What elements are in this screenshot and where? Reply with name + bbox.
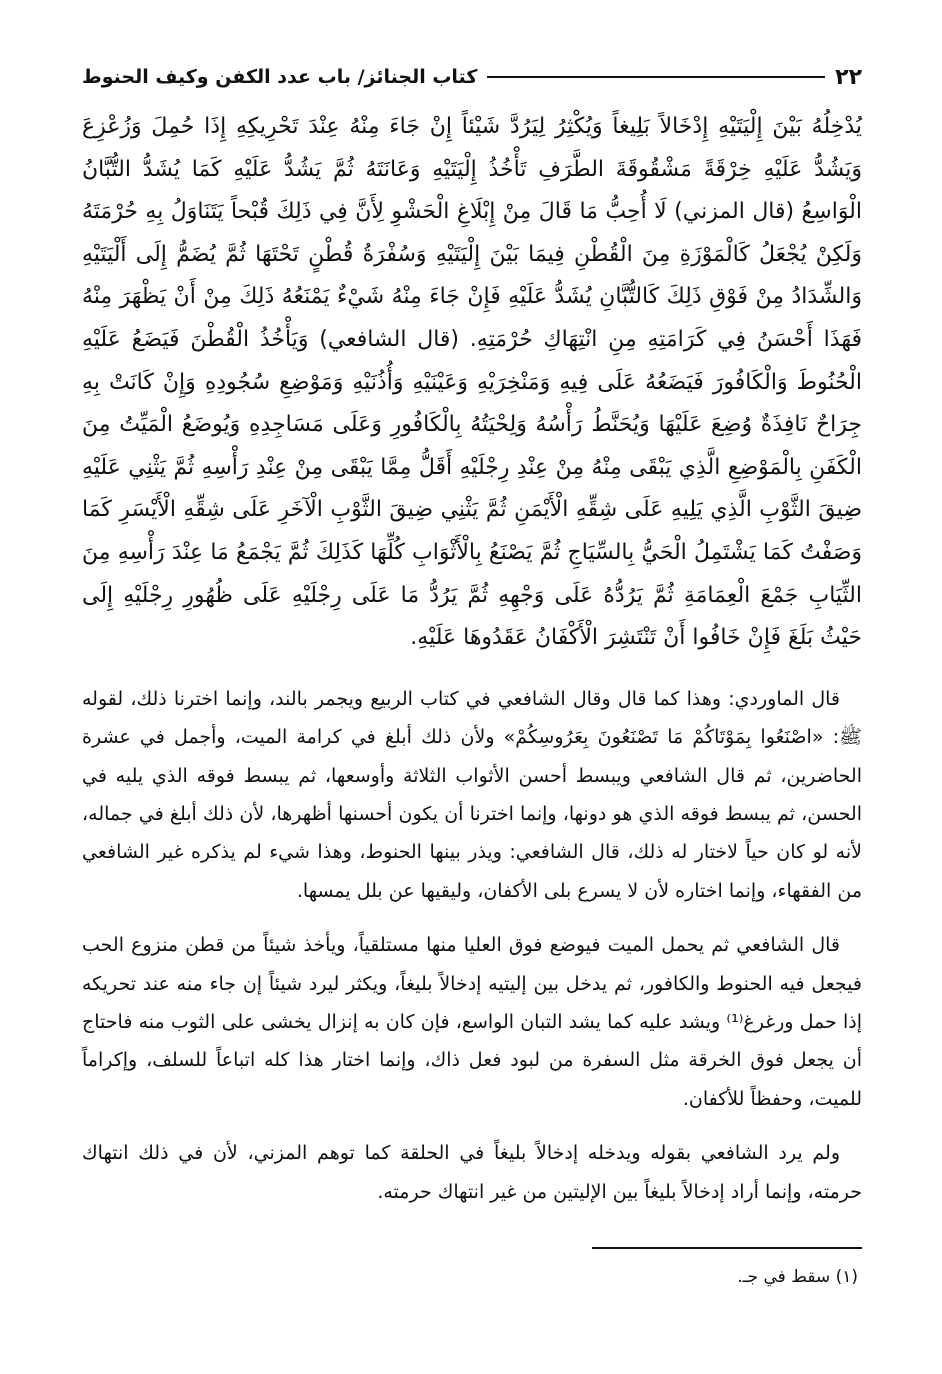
chapter-title: كتاب الجنائز/ باب عدد الكفن وكيف الحنوط bbox=[82, 66, 478, 88]
commentary-paragraph: قال الماوردي: وهذا كما قال وقال الشافعي في كتاب الربيع ويجمر بالند، وإنما اخترنا ذلك، لقوله ﷺ: «اصْنَعُوا بِمَوْتَاكُمْ مَا تَصْنَعُونَ بِعَرُوسِكُمْ» ولأن ذلك أبلغ في كرامة الميت، وأجمل في عشرة الحاضرين، ثم قال الشافعي ويبسط أحسن الأثواب الثلاثة وأوسعها، ثم يبسط فوقه الذي يليه في الحسن، ثم يبسط فوقه الذي هو دونها، وإنما اخترنا أن يكون أحسنها أظهرها، لأن ذلك أبلغ في جماله، لأنه لو كان حياً لاختار له ذلك، قال الشافعي: ويذر بينها الحنوط، وهذا شيء لم يذكره غير الشافعي من الفقهاء، وإنما اختاره لأن لا يسرع بلى الأكفان، وليقيها عن بلل يمسها. bbox=[82, 687, 862, 902]
commentary-paragraph: ولم يرد الشافعي بقوله ويدخله إدخالاً بليغاً في الحلقة كما توهم المزني، لأن في ذلك انتهاك حرمته، وإنما أراد إدخالاً بليغاً بين الإليتين من غير انتهاك حرمته. bbox=[82, 1142, 862, 1203]
header-rule bbox=[487, 76, 825, 78]
main-text-paragraph: يُدْخِلُهُ بَيْنَ إِلْيَتَيْهِ إِدْخَالاً بَلِيغاً وَيُكْثِرُ لِيَرُدَّ شَيْئاً إِنْ جَاءَ مِنْهُ عِنْدَ تَحْرِيكِهِ إِذَا حُمِلَ وَزُعْزِعَ وَيَشُدُّ عَلَيْهِ خِرْقَةً مَشْقُوقَةَ الطَّرَفِ تَأْخُذُ إِلْيَتَيْهِ وَعَانَتَهُ ثُمَّ يَشُدُّ عَلَيْهِ كَمَا يُشَدُّ التُّبَّانُ الْوَاسِعُ (قال المزني) لَا أُحِبُّ مَا قَالَ مِنْ إِبْلَاغِ الْحَشْوِ لِأَنَّ فِي ذَلِكَ قُبْحاً يَتَنَاوَلُ بِهِ حُرْمَتَهُ وَلَكِنْ يُجْعَلُ كَالْمَوْزَةِ مِنَ الْقُطْنِ فِيمَا بَيْنَ إِلْيَتَيْهِ وَسُفْرَةُ قُطْنٍ تَحْتَهَا ثُمَّ يُضَمُّ إِلَى أَلْيَتَيْهِ وَالشِّدَادُ مِنْ فَوْقِ ذَلِكَ كَالتُّبَّانِ يُشَدُّ عَلَيْهِ فَإِنْ جَاءَ مِنْهُ شَيْءٌ يَمْنَعُهُ ذَلِكَ مِنْ أَنْ يَظْهَرَ مِنْهُ فَهَذَا أَحْسَنُ فِي كَرَامَتِهِ مِنِ انْتِهَاكِ حُرْمَتِهِ. (قال الشافعي) وَيَأْخُذُ الْقُطْنَ فَيَضَعُ عَلَيْهِ الْحُنُوطَ وَالْكَافُورَ فَيَضَعُهُ عَلَى فِيهِ وَمَنْخِرَيْهِ وَعَيْنَيْهِ وَأُذُنَيْهِ وَمَوْضِعِ سُجُودِهِ وَإِنْ كَانَتْ بِهِ جِرَاحٌ نَافِذَةٌ وُضِعَ عَلَيْهَا وَيُحَنَّطُ رَأْسُهُ وَلِحْيَتُهُ بِالْكَافُورِ وَعَلَى مَسَاجِدِهِ وَيُوضَعُ الْمَيِّتُ مِنَ الْكَفَنِ بِالْمَوْضِعِ الَّذِي يَبْقَى مِنْهُ مِنْ عِنْدِ رِجْلَيْهِ أَقَلُّ مِمَّا يَبْقَى مِنْ عِنْدِ رَأْسِهِ ثُمَّ يَثْنِي عَلَيْهِ ضِيقَ الثَّوْبِ الَّذِي يَلِيهِ عَلَى شِقِّهِ الْأَيْمَنِ ثُمَّ يَثْنِي ضِيقَ الثَّوْبِ الْآخَرِ عَلَى شِقِّهِ الْأَيْسَرِ كَمَا وَصَفْتُ كَمَا يَشْتَمِلُ الْحَيُّ بِالسِّيَاجِ ثُمَّ يَصْنَعُ بِالْأَثْوَابِ كُلِّهَا كَذَلِكَ ثُمَّ يَجْمَعُ مَا عِنْدَ رَأْسِهِ مِنَ الثِّيَابِ جَمْعَ الْعِمَامَةِ ثُمَّ يَرُدُّهُ عَلَى وَجْهِهِ ثُمَّ يَرُدُّ مَا عَلَى رِجْلَيْهِ عَلَى ظُهُورِ رِجْلَيْهِ إِلَى حَيْثُ بَلَغَ فَإِنْ خَافُوا أَنْ تَنْتَشِرَ الْأَكْفَانُ عَقَدُوهَا عَلَيْهِ. bbox=[82, 114, 862, 651]
body-text bbox=[82, 106, 862, 1227]
footnote: (١) سقط في جـ. bbox=[737, 1267, 858, 1287]
running-header bbox=[82, 58, 862, 96]
footnote-divider bbox=[592, 1247, 862, 1249]
commentary-paragraph: قال الشافعي ثم يحمل الميت فيوضع فوق العليا منها مستلقياً، ويأخذ شيئاً من قطن منزوع الحب فيجعل فيه الحنوط والكافور، ثم يدخل بين إليتيه إدخالاً بليغاً، ويكثر ليرد شيئاً إن جاء منه عند تحريكه إذا حمل ورغرغ⁽¹⁾ ويشد عليه كما يشد التبان الواسع، فإن كان به إنزال يخشى على الثوب منه فاحتاج أن يجعل فوق الخرقة مثل السفرة من لبود فعل ذاك، وإنما اختار هذا كله اتباعاً للسلف، وإكراماً للميت، وحفظاً للأكفان. bbox=[82, 934, 862, 1110]
page-number: ٢٢ bbox=[835, 64, 862, 90]
